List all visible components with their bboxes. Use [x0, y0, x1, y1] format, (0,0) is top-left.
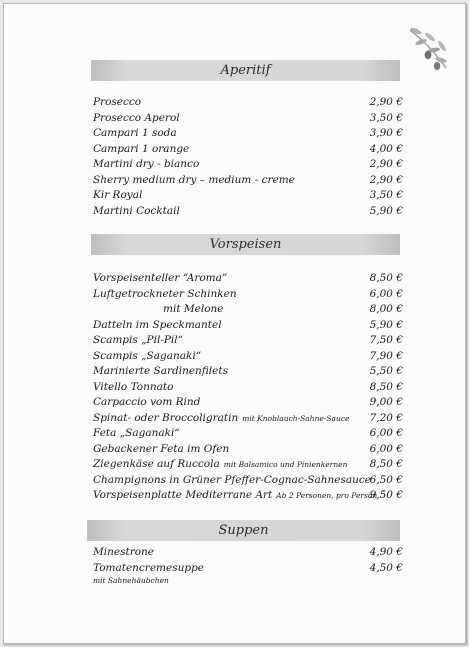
item-price: 6,50 €	[369, 473, 403, 486]
suppen-list	[93, 545, 403, 586]
list-item	[93, 142, 403, 158]
item-price: 5,90 €	[369, 204, 403, 217]
section-header-aperitif	[91, 60, 400, 81]
list-item	[93, 411, 403, 427]
item-name: Marinierte Sardinenfilets	[93, 365, 228, 377]
item-name: Prosecco Aperol	[93, 111, 180, 124]
list-item	[93, 95, 403, 111]
item-name: Gebackener Feta im Ofen	[93, 442, 230, 455]
item-price: 4,90 €	[369, 546, 403, 558]
section-title: Aperitif	[220, 63, 271, 78]
item-name: Tomatencremesuppe	[93, 561, 205, 574]
list-item	[93, 126, 403, 142]
olive-branch-icon	[406, 22, 454, 74]
list-item	[93, 188, 403, 204]
section-title: Suppen	[218, 523, 269, 538]
item-name: Champignons in Grüner Pfeffer-Cognac-Sahnesauce	[93, 473, 371, 486]
item-price: 7,20 €	[369, 411, 403, 424]
item-name: Vorspeisenplatte Mediterrane Art	[93, 489, 273, 501]
item-name: Datteln im Speckmantel	[93, 318, 222, 331]
item-price: 4,50 €	[369, 561, 403, 574]
item-price: 6,00 €	[369, 442, 403, 455]
item-subnote: mit Sahnehäubchen	[93, 576, 169, 585]
item-name: Feta „Saganaki“	[93, 427, 180, 439]
item-name: Carpaccio vom Rind	[93, 396, 201, 408]
section-header-vorspeisen	[91, 234, 400, 255]
item-name: Campari 1 orange	[93, 142, 190, 155]
item-price: 7,90 €	[369, 349, 403, 362]
item-name: Vitello Tonnato	[93, 380, 174, 393]
list-item	[93, 204, 403, 220]
item-price: 2,90 €	[369, 158, 403, 170]
item-note: mit Balsamico und Pinienkernen	[223, 460, 348, 469]
item-name: Sherry medium dry – medium - creme	[93, 173, 295, 186]
vorspeisen-list	[93, 271, 403, 504]
list-item	[93, 157, 403, 173]
item-name: Kir Royal	[93, 189, 143, 201]
item-name: Martini Cocktail	[93, 204, 180, 217]
item-name: Martini dry - bianco	[93, 158, 200, 170]
item-price: 2,90 €	[369, 96, 403, 108]
item-note: mit Knoblauch-Sahne-Sauce	[242, 413, 350, 423]
item-price: 6,00 €	[369, 287, 403, 300]
item-name: Minestrone	[93, 546, 155, 558]
item-price: 5,90 €	[369, 318, 403, 331]
list-item	[93, 318, 403, 334]
item-price: 8,50 €	[369, 380, 403, 393]
item-name: Campari 1 soda	[93, 127, 177, 139]
list-item	[93, 561, 403, 577]
item-name: Spinat- oder Broccoligratin	[93, 411, 239, 424]
item-note: Ab 2 Personen, pro Person	[276, 491, 378, 500]
aperitif-list	[93, 95, 403, 219]
list-item	[93, 173, 403, 189]
item-name: Scampis „Pil-Pil“	[93, 334, 184, 346]
list-item	[93, 333, 403, 349]
list-item	[93, 271, 403, 287]
list-item	[93, 426, 403, 442]
list-item	[93, 457, 403, 473]
section-header-suppen	[87, 520, 400, 541]
item-name: Luftgetrockneter Schinken	[93, 287, 237, 300]
item-price: 9,50 €	[369, 489, 403, 501]
item-price: 7,50 €	[369, 334, 403, 346]
item-price: 6,00 €	[369, 427, 403, 439]
list-item	[93, 442, 403, 458]
list-item	[93, 111, 403, 127]
list-item	[93, 364, 403, 380]
menu-page	[3, 3, 466, 644]
list-item	[93, 488, 403, 504]
item-name: Prosecco	[93, 96, 142, 108]
item-price: 3,90 €	[369, 127, 403, 139]
item-price: 5,50 €	[369, 365, 403, 377]
item-name: Ziegenkäse auf Ruccola	[93, 458, 220, 470]
item-name: mit Melone	[163, 303, 224, 315]
section-title: Vorspeisen	[209, 237, 282, 252]
item-price: 4,00 €	[369, 142, 403, 155]
item-price: 8,50 €	[369, 458, 403, 470]
item-price: 3,50 €	[369, 189, 403, 201]
list-item	[93, 473, 403, 489]
list-item	[93, 380, 403, 396]
item-price: 9,00 €	[369, 396, 403, 408]
item-name: Scampis „Saganaki“	[93, 349, 202, 362]
list-item	[93, 287, 403, 303]
list-item	[93, 545, 403, 561]
item-name: Vorspeisenteller “Aroma”	[93, 272, 228, 284]
list-item	[93, 302, 403, 318]
list-item	[93, 395, 403, 411]
list-item	[93, 349, 403, 365]
item-price: 2,90 €	[369, 173, 403, 186]
item-price: 8,00 €	[369, 303, 403, 315]
item-price: 3,50 €	[369, 111, 403, 124]
item-price: 8,50 €	[369, 272, 403, 284]
